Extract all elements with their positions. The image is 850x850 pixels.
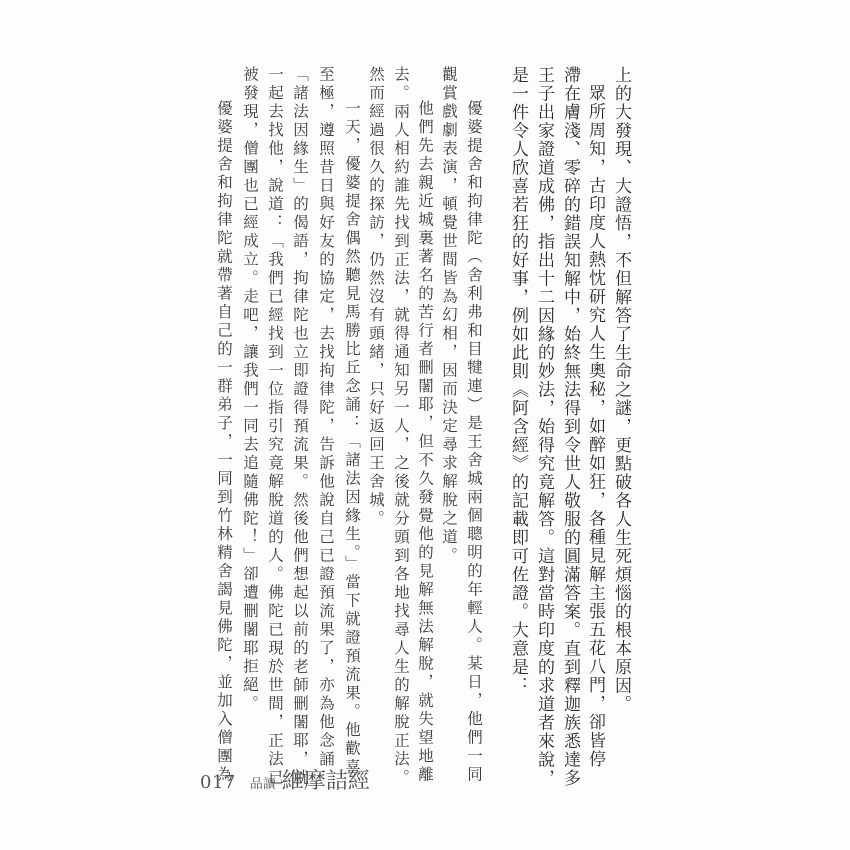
quote-column: 「諸法因緣生」的偈語，拘律陀也立即證得預流果。然後他們想起以前的老師刪闍耶，就	[291, 66, 309, 788]
text-column: 王子出家證道成佛，指出十二因緣的妙法，始得究竟解答。這對當時印度的求道者來說，	[534, 66, 554, 788]
quote-column: 去。兩人相約誰先找到正法，就得通知另一人，之後就分頭到各地找尋人生的解脫正法。	[392, 66, 410, 788]
page-number: 017	[200, 772, 236, 793]
text-column: 是一件令人欣喜若狂的好事，例如此則《阿含經》的記載即可佐證。大意是：	[508, 66, 528, 695]
page-footer	[200, 764, 370, 795]
text-column: 上的大發現、大證悟，不但解答了生命之謎，更點破各人生死煩惱的根本原因。	[611, 66, 631, 714]
quote-column: 被發現，僧團也已經成立。走吧，讓我們一同去追隨佛陀！」卻遭刪闍耶拒絕。	[241, 66, 259, 714]
quote-column: 優婆提舍和拘律陀就帶著自己的一群弟子，一同到竹林精舍謁見佛陀，並加入僧團為	[215, 100, 233, 785]
quote-column: 然而經過很久的探訪，仍然沒有頭緒，只好返回王舍城。	[367, 66, 385, 529]
quote-column: 一起去找他，說道：「我們已經找到一位指引究竟解脫道的人。佛陀已現於世間，正法已	[266, 66, 284, 788]
quote-column: 優婆提舍和拘律陀（舍利弗和目犍連）是王舍城兩個聰明的年輕人。某日，他們一同	[465, 100, 483, 785]
quote-column: 他們先去親近城裏著名的苦行者刪闍耶，但不久發覺他的見解無法解脫，就失望地離	[416, 100, 434, 785]
series-label: 品讀	[249, 777, 276, 792]
text-column: 滯在膚淺、零碎的錯誤知解中，始終無法得到令世人敬服的圓滿答案。直到釋迦族悉達多	[560, 66, 580, 788]
book-title: 維摩詰經	[281, 769, 370, 794]
quote-column: 至極，遵照昔日與好友的協定，去找拘律陀，告訴他說自己已證預流果了，亦為他念誦	[317, 66, 335, 769]
quote-column: 觀賞戲劇表演，頓覺世間皆為幻相，因而決定尋求解脫之道。	[440, 66, 458, 566]
quote-column: 一天，優婆提舍偶然聽見馬勝比丘念誦：「諸法因緣生。」當下就證預流果。他歡喜	[343, 100, 361, 777]
text-column: 眾所周知，古印度人熱忱研究人生奧秘，如醉如狂，各種見解主張五花八門，卻皆停	[585, 84, 605, 769]
